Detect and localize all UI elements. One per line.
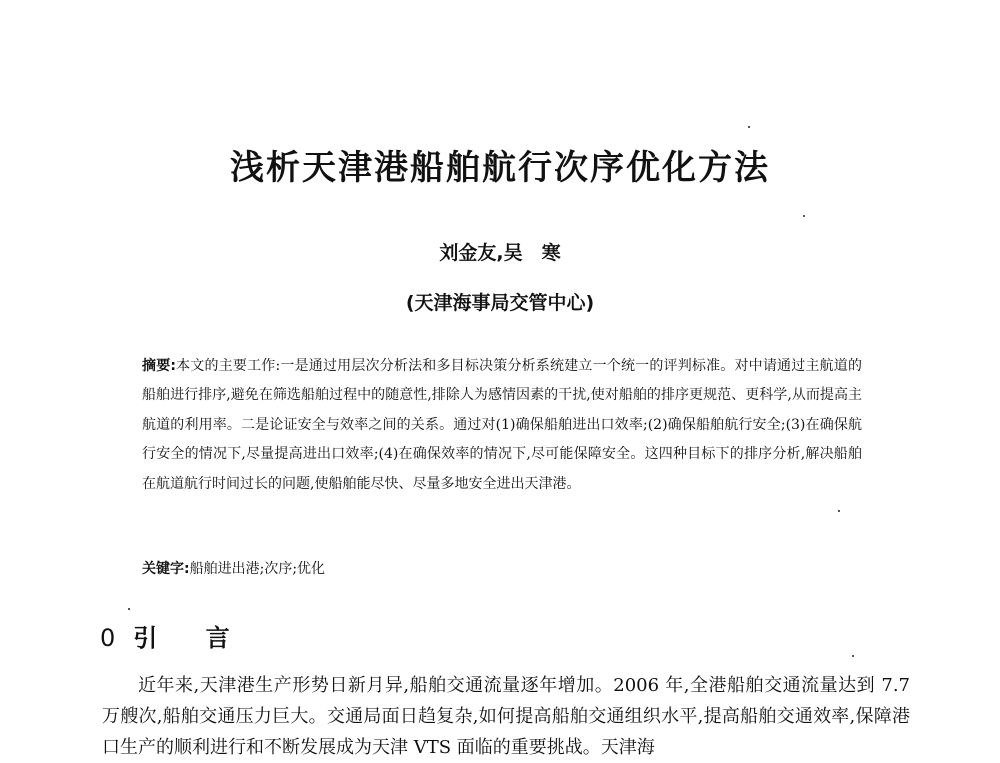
keywords — [142, 556, 862, 582]
author-list: 刘金友,吴 寒 — [439, 242, 561, 264]
paper-title: 浅析天津港船舶航行次序优化方法 — [230, 148, 770, 188]
section-number: 0 — [100, 624, 116, 652]
scan-speck — [803, 215, 805, 217]
intro-paragraph: 近年来,天津港生产形势日新月异,船舶交通流量逐年增加。2006 年,全港船舶交通流量达到 7.7 万艘次,船舶交通压力巨大。交通局面日趋复杂,如何提高船舶交通组织水平,提高船舶交通效率,保障港口生产的顺利进行和不断发展成为天津 VTS 面临的重要挑战。天津海 — [102, 675, 910, 758]
abstract — [142, 352, 862, 499]
section-heading — [100, 618, 250, 653]
scan-speck — [852, 655, 854, 657]
scan-speck — [748, 126, 750, 128]
keywords-text: 船舶进出港;次序;优化 — [189, 561, 326, 577]
keywords-label: 关键字: — [142, 561, 190, 577]
author-affiliation: (天津海事局交管中心) — [405, 292, 595, 314]
scan-speck — [128, 608, 130, 610]
section-title: 引 言 — [133, 623, 250, 652]
abstract-label: 摘要: — [142, 358, 176, 374]
scan-speck — [838, 510, 840, 512]
abstract-text: 本文的主要工作:一是通过用层次分析法和多目标决策分析系统建立一个统一的评判标准。对中请通过主航道的船舶进行排序,避免在筛选船舶过程中的随意性,排除人为感情因素的干扰,使对船舶的排序更规范、更科学,从而提高主航道的利用率。二是论证安全与效率之间的关系。通过对(1)确保船舶进出口效率;(2)确保船舶航行安全;(3)在确保航行安全的情况下,尽量提高进出口效率;(4)在确保效率的情况下,尽可能保障安全。这四种目标下的排序分析,解决船舶在航道航行时间过长的问题,使船舶能尽快、尽量多地安全进出天津港。 — [142, 358, 862, 492]
